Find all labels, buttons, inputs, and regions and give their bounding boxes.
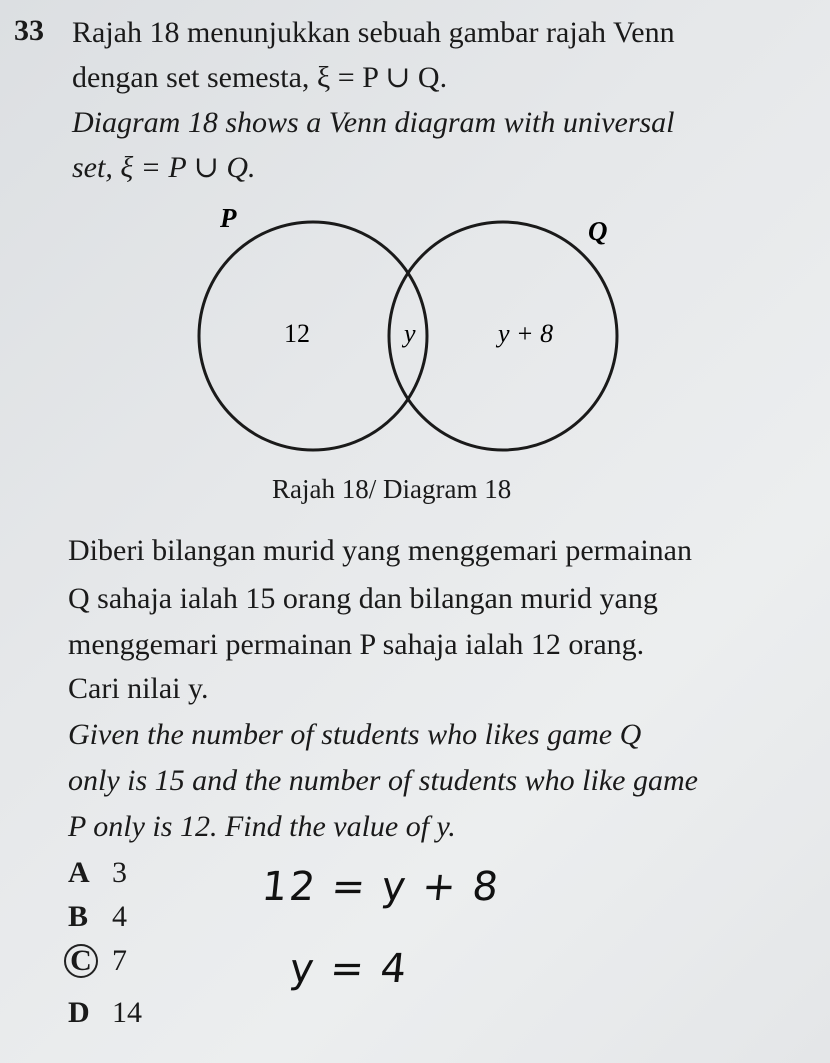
handwritten-working-line-1: 12 = y + 8	[259, 864, 503, 910]
option-value: 3	[112, 856, 127, 889]
set-p-circle	[199, 222, 427, 450]
region-q-only: y + 8	[498, 319, 554, 348]
option-value: 4	[112, 900, 127, 933]
diagram-caption: Rajah 18/ Diagram 18	[272, 474, 512, 504]
option-value: 14	[112, 996, 142, 1029]
option-value: 7	[112, 944, 127, 977]
option-letter: A	[68, 856, 90, 889]
intro-ms-line-1: Rajah 18 menunjukkan sebuah gambar rajah Venn	[72, 16, 675, 49]
question-number: 33	[14, 14, 44, 47]
body-en-line-3: P only is 12. Find the value of y.	[68, 810, 456, 843]
body-ms-line-2: Q sahaja ialah 15 orang dan bilangan murid yang	[68, 582, 658, 615]
option-c[interactable]	[68, 944, 127, 978]
intro-ms-line-2: dengan set semesta, ξ = P ∪ Q.	[72, 61, 448, 94]
selected-option-circle: C	[64, 944, 98, 978]
option-b[interactable]	[68, 900, 127, 934]
body-ms-line-4: Cari nilai y.	[68, 672, 209, 705]
option-d[interactable]	[68, 996, 142, 1030]
intro-en-line-2: set, ξ = P ∪ Q.	[72, 151, 256, 184]
body-en-line-2: only is 15 and the number of students who like game	[68, 764, 698, 797]
handwritten-working-line-2: y = 4	[287, 946, 411, 992]
venn-diagram	[196, 196, 626, 476]
body-ms-line-3: menggemari permainan P sahaja ialah 12 orang.	[68, 628, 645, 661]
intro-en-line-1: Diagram 18 shows a Venn diagram with universal	[72, 106, 675, 139]
option-letter: D	[68, 996, 90, 1029]
region-intersection: y	[404, 319, 416, 348]
option-letter: B	[68, 900, 89, 933]
set-q-label: Q	[588, 216, 608, 246]
option-a[interactable]	[68, 856, 127, 890]
body-ms-line-1: Diberi bilangan murid yang menggemari permainan	[68, 534, 692, 567]
body-en-line-1: Given the number of students who likes game Q	[68, 718, 642, 751]
set-p-label: P	[220, 203, 237, 233]
region-p-only: 12	[284, 319, 310, 348]
